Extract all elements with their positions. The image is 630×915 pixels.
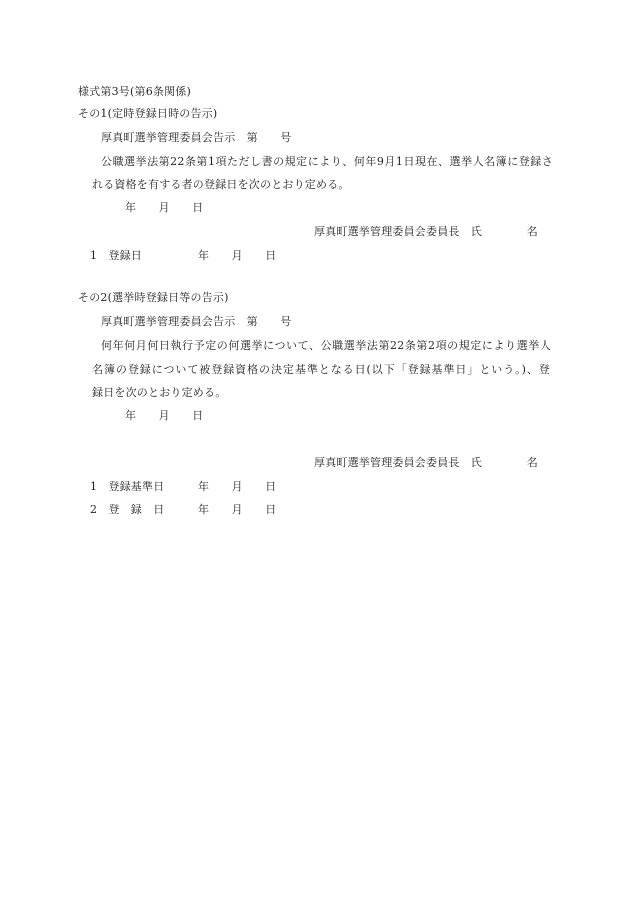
- form-header: 様式第3号(第6条関係): [78, 85, 191, 98]
- section1-item-registration-date: 1 登録日 年 月 日: [90, 249, 277, 262]
- section2-item-registration-date: 2 登 録 日 年 月 日: [90, 503, 277, 516]
- section1-body-line1: 公職選挙法第22条第1項ただし書の規定により、何年9月1日現在、選挙人名簿に登録さ: [101, 155, 553, 168]
- section2-date-line: 年 月 日: [125, 409, 204, 422]
- section1-notice-heading: 厚真町選挙管理委員会告示 第 号: [101, 131, 292, 144]
- section2-body-line2: 名簿の登録について被登録資格の決定基準となる日(以下「登録基準日」という。)、登: [92, 363, 550, 376]
- section2-item-base-date: 1 登録基準日 年 月 日: [90, 480, 277, 493]
- section1-signature-line: 厚真町選挙管理委員会委員長 氏 名: [314, 225, 538, 238]
- section2-notice-heading: 厚真町選挙管理委員会告示 第 号: [101, 315, 292, 328]
- section1-title: その1(定時登録日時の告示): [78, 107, 218, 120]
- section2-title: その2(選挙時登録日等の告示): [78, 291, 229, 304]
- section1-date-line: 年 月 日: [125, 201, 204, 214]
- section1-body-line2: れる資格を有する者の登録日を次のとおり定める。: [92, 178, 350, 191]
- section2-body-line1: 何年何月何日執行予定の何選挙について、公職選挙法第22条第2項の規定により選挙人: [101, 339, 551, 352]
- section2-body-line3: 録日を次のとおり定める。: [92, 386, 227, 399]
- section2-signature-line: 厚真町選挙管理委員会委員長 氏 名: [314, 456, 538, 469]
